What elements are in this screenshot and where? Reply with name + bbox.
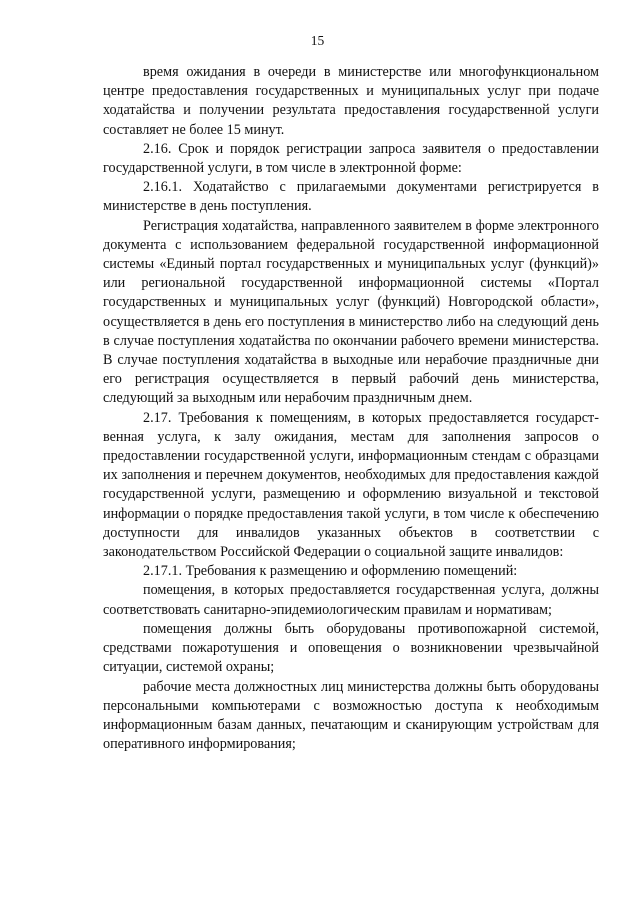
page-number: 15 <box>310 33 325 48</box>
document-body <box>103 63 599 754</box>
paragraph-2-17: 2.17. Требования к помещениям, в которых предоставляется государственная услуга, к залу ожидания, местам для заполнения запросов о предоставлении государственной услуги, информационным стендам с образцами их заполнения и перечнем документов, необходимых для предоставления каждой государственной услуги, размещению и оформлению визуальной и текстовой информации о порядке предоставления такой услуги, в том числе к обеспечению доступности для инвалидов указанных объектов в соответствии с законодательством Российской Федерации о социальной защите инвалидов: <box>103 409 599 561</box>
paragraph-premises-fire: помещения должны быть оборудованы противопожарной системой, средствами пожаротушения и оповещения о возникновении чрезвычайной ситуации, системой охраны; <box>103 620 599 676</box>
paragraph-waiting-time: время ожидания в очереди в министерстве или многофункциональном центре предоставления государственных и муниципальных услуг при подаче ходатайства и получении результата предоставления государственной услуги составляет не более 15 минут. <box>103 64 599 138</box>
paragraph-registration: Регистрация ходатайства, направленного заявителем в форме электронного документа с использованием федеральной государственной информационной системы «Единый портал государственных и муниципальных услуг (функций)» или региональной государственной информационной системы «Портал государственных и муниципальных услуг (функций) Новгородской области», осуществляется в день его поступления в министерство либо на следующий день в случае поступления ходатайства по окончании рабочего времени министерства. В случае поступления ходатайства в выходные или нерабочие праздничные дни его регистрация осуществляется в первый рабочий день министерства, следующий за выходным или нерабочим праздничным днем. <box>103 217 599 407</box>
paragraph-workplaces: рабочие места должностных лиц министерства должны быть оборудованы персональными компьютерами с возможностью доступа к необходимым информационным базам данных, печатающим и сканирующим устройствам для оперативного информирования; <box>103 678 599 753</box>
paragraph-premises-sanitary: помещения, в которых предоставляется государственная услуга, должны соответствовать санитарно-эпидемиологическим правилам и нормативам; <box>103 582 599 618</box>
paragraph-2-16-1: 2.16.1. Ходатайство с прилагаемыми документами регистрируется в министерстве в день поступления. <box>103 179 599 215</box>
paragraph-2-16: 2.16. Срок и порядок регистрации запроса заявителя о предоставлении государственной услуги, в том числе в электронной форме: <box>103 140 599 177</box>
paragraph-2-17-1: 2.17.1. Требования к размещению и оформлению помещений: <box>143 563 518 580</box>
